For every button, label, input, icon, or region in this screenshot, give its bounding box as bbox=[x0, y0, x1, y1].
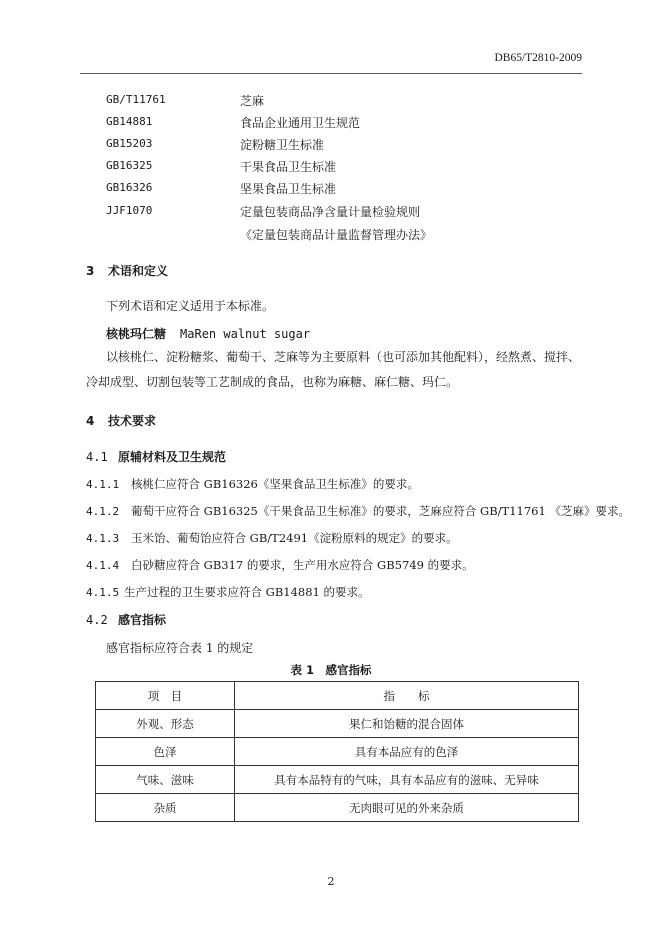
subsection-4-2-heading bbox=[86, 611, 166, 628]
table-cell: 色泽 bbox=[96, 738, 235, 766]
table-header-row bbox=[96, 682, 579, 710]
clause-number: 4.1.5 bbox=[86, 586, 120, 599]
clause-number: 4.1.2 bbox=[86, 505, 120, 518]
subsection-number: 4.1 bbox=[86, 450, 108, 464]
clause-4-1-1 bbox=[86, 476, 419, 492]
table-row bbox=[96, 738, 579, 766]
subsection-4-1-heading bbox=[86, 448, 226, 465]
reference-title: 食品企业通用卫生规范 bbox=[240, 116, 361, 130]
term-definition: 以核桃仁、淀粉糖浆、葡萄干、芝麻等为主要原料（也可添加其他配料），经熬煮、搅拌、冷却成型、切割包装等工艺制成的食品，也称为麻糖、麻仁糖、玛仁。 bbox=[86, 350, 581, 389]
clause-4-1-3 bbox=[86, 530, 458, 546]
table-cell: 无肉眼可见的外来杂质 bbox=[235, 794, 579, 822]
table-cell: 具有本品应有的色泽 bbox=[235, 738, 579, 766]
clause-4-1-5 bbox=[86, 584, 370, 600]
section-title: 技术要求 bbox=[108, 414, 157, 428]
reference-title: 《定量包装商品计量监督管理办法》 bbox=[240, 228, 433, 242]
clause-4-1-4 bbox=[86, 557, 474, 573]
subsection-title: 感官指标 bbox=[118, 613, 167, 627]
table-cell: 气味、滋味 bbox=[96, 766, 235, 794]
reference-code: GB/T11761 bbox=[106, 93, 166, 106]
table-cell: 杂质 bbox=[96, 794, 235, 822]
clause-text: 核桃仁应符合 GB16326《坚果食品卫生标准》的要求。 bbox=[131, 477, 419, 491]
clause-text: 玉米饴、葡萄饴应符合 GB/T2491《淀粉原料的规定》的要求。 bbox=[131, 531, 458, 545]
clause-text: 白砂糖应符合 GB317 的要求，生产用水应符合 GB5749 的要求。 bbox=[131, 558, 474, 572]
section-3-heading bbox=[86, 262, 168, 279]
reference-code: GB14881 bbox=[106, 115, 153, 128]
section-title: 术语和定义 bbox=[108, 264, 169, 278]
clause-number: 4.1.1 bbox=[86, 478, 120, 491]
term-chinese: 核桃玛仁糖 bbox=[106, 327, 167, 341]
document-code: DB65/T2810-2009 bbox=[494, 52, 582, 64]
table-header-cell: 指 标 bbox=[235, 682, 579, 710]
section-4-heading bbox=[86, 412, 156, 429]
reference-title: 坚果食品卫生标准 bbox=[240, 182, 337, 196]
reference-title: 定量包装商品净含量计量检验规则 bbox=[240, 205, 421, 219]
page-number: 2 bbox=[327, 875, 335, 888]
table-cell: 外观、形态 bbox=[96, 710, 235, 738]
clause-number: 4.1.4 bbox=[86, 559, 120, 572]
reference-code: GB16326 bbox=[106, 181, 153, 194]
clause-text: 生产过程的卫生要求应符合 GB14881 的要求。 bbox=[124, 585, 370, 599]
reference-title: 淀粉糖卫生标准 bbox=[240, 138, 325, 152]
clause-number: 4.1.3 bbox=[86, 532, 120, 545]
header-rule bbox=[80, 73, 582, 74]
table-row bbox=[96, 710, 579, 738]
table-caption: 表 1 感官指标 bbox=[290, 663, 372, 677]
section-number: 3 bbox=[86, 264, 95, 278]
section-3-intro: 下列术语和定义适用于本标准。 bbox=[106, 299, 275, 313]
table-cell: 果仁和饴糖的混合固体 bbox=[235, 710, 579, 738]
table-row bbox=[96, 794, 579, 822]
term-entry bbox=[106, 325, 310, 342]
reference-code: GB16325 bbox=[106, 159, 153, 172]
table-cell: 具有本品特有的气味，具有本品应有的滋味、无异味 bbox=[235, 766, 579, 794]
sensory-table bbox=[95, 681, 579, 822]
clause-4-1-2 bbox=[86, 503, 630, 519]
clause-text: 葡萄干应符合 GB16325《干果食品卫生标准》的要求，芝麻应符合 GB/T11761 《芝麻》要求。 bbox=[131, 504, 630, 518]
reference-code: GB15203 bbox=[106, 137, 153, 150]
reference-title: 芝麻 bbox=[240, 94, 265, 108]
subsection-number: 4.2 bbox=[86, 613, 108, 627]
section-number: 4 bbox=[86, 414, 95, 428]
term-english: MaRen walnut sugar bbox=[180, 327, 311, 341]
subsection-title: 原辅材料及卫生规范 bbox=[118, 450, 227, 464]
table-row bbox=[96, 766, 579, 794]
reference-title: 干果食品卫生标准 bbox=[240, 160, 337, 174]
table-header-cell: 项 目 bbox=[96, 682, 235, 710]
reference-code: JJF1070 bbox=[106, 204, 153, 217]
subsection-4-2-intro: 感官指标应符合表 1 的规定 bbox=[106, 641, 254, 655]
